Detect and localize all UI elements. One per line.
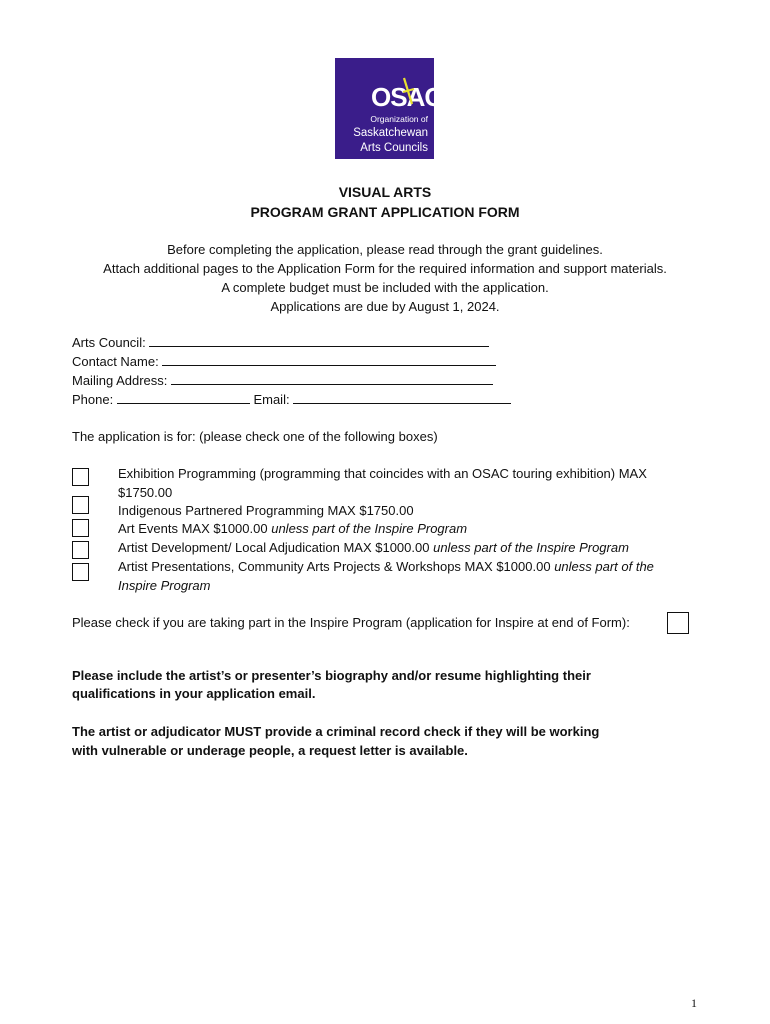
mailing-address-label: Mailing Address: [72, 373, 168, 388]
option-artist-presentations [118, 559, 654, 574]
checkbox-exhibition[interactable] [72, 468, 89, 486]
option-art-events [118, 521, 467, 536]
logo-line-1: Organization of [370, 114, 428, 124]
phone-label: Phone: [72, 392, 114, 407]
checkbox-inspire[interactable] [667, 612, 689, 634]
logo-mark: OSAC [371, 82, 443, 112]
option-artist-presentations-cont [118, 578, 210, 593]
checkbox-art-events[interactable] [72, 519, 89, 537]
option-artist-presentations-note: unless part of the [554, 559, 654, 574]
mailing-address-blank[interactable] [171, 373, 493, 385]
title-line-2: PROGRAM GRANT APPLICATION FORM [250, 204, 520, 220]
page-number: 1 [691, 996, 697, 1010]
email-label: Email: [253, 392, 290, 407]
logo-line-3: Arts Councils [360, 142, 428, 154]
option-artist-development-note: unless part of the Inspire Program [433, 540, 629, 555]
option-art-events-text: Art Events MAX $1000.00 [118, 521, 268, 536]
option-indigenous: Indigenous Partnered Programming MAX $1750.00 [118, 503, 414, 518]
inspire-prompt: Please check if you are taking part in the Inspire Program (application for Inspire at end of Form): [72, 615, 630, 630]
contact-name-label: Contact Name: [72, 354, 159, 369]
arts-council-field[interactable] [72, 335, 489, 350]
option-artist-development [118, 540, 629, 555]
option-exhibition: Exhibition Programming (programming that coincides with an OSAC touring exhibition) MAX [118, 466, 647, 481]
note-criminal-check-line-2: with vulnerable or underage people, a request letter is available. [72, 743, 468, 758]
note-biography-line-1: Please include the artist’s or presenter’s biography and/or resume highlighting their [72, 668, 591, 683]
option-artist-development-text: Artist Development/ Local Adjudication MAX $1000.00 [118, 540, 430, 555]
star-icon [401, 76, 415, 106]
checkbox-artist-development[interactable] [72, 541, 89, 559]
mailing-address-field[interactable] [72, 373, 493, 388]
option-art-events-note: unless part of the Inspire Program [271, 521, 468, 536]
option-exhibition-cont: $1750.00 [118, 485, 173, 500]
title-line-1: VISUAL ARTS [338, 184, 432, 200]
note-biography-line-2: qualifications in your application email. [72, 686, 316, 701]
email-blank[interactable] [293, 392, 511, 404]
option-artist-presentations-text: Artist Presentations, Community Arts Projects & Workshops MAX $1000.00 [118, 559, 551, 574]
contact-name-blank[interactable] [162, 354, 496, 366]
intro-line-2: Attach additional pages to the Application Form for the required information and support materials. [103, 261, 667, 276]
arts-council-blank[interactable] [149, 335, 489, 347]
logo-line-2: Saskatchewan [353, 127, 428, 139]
checkbox-artist-presentations[interactable] [72, 563, 89, 581]
option-artist-presentations-cont-text: Inspire Program [118, 578, 211, 593]
arts-council-label: Arts Council: [72, 335, 146, 350]
contact-name-field[interactable] [72, 354, 496, 369]
phone-blank[interactable] [117, 392, 250, 404]
phone-email-field[interactable] [72, 392, 511, 407]
osac-logo [335, 58, 443, 159]
options-prompt: The application is for: (please check one of the following boxes) [72, 429, 438, 444]
intro-line-1: Before completing the application, please read through the grant guidelines. [167, 242, 603, 257]
intro-line-3: A complete budget must be included with the application. [221, 280, 549, 295]
note-criminal-check-line-1: The artist or adjudicator MUST provide a criminal record check if they will be working [72, 724, 600, 739]
intro-line-4: Applications are due by August 1, 2024. [270, 299, 500, 314]
checkbox-indigenous[interactable] [72, 496, 89, 514]
